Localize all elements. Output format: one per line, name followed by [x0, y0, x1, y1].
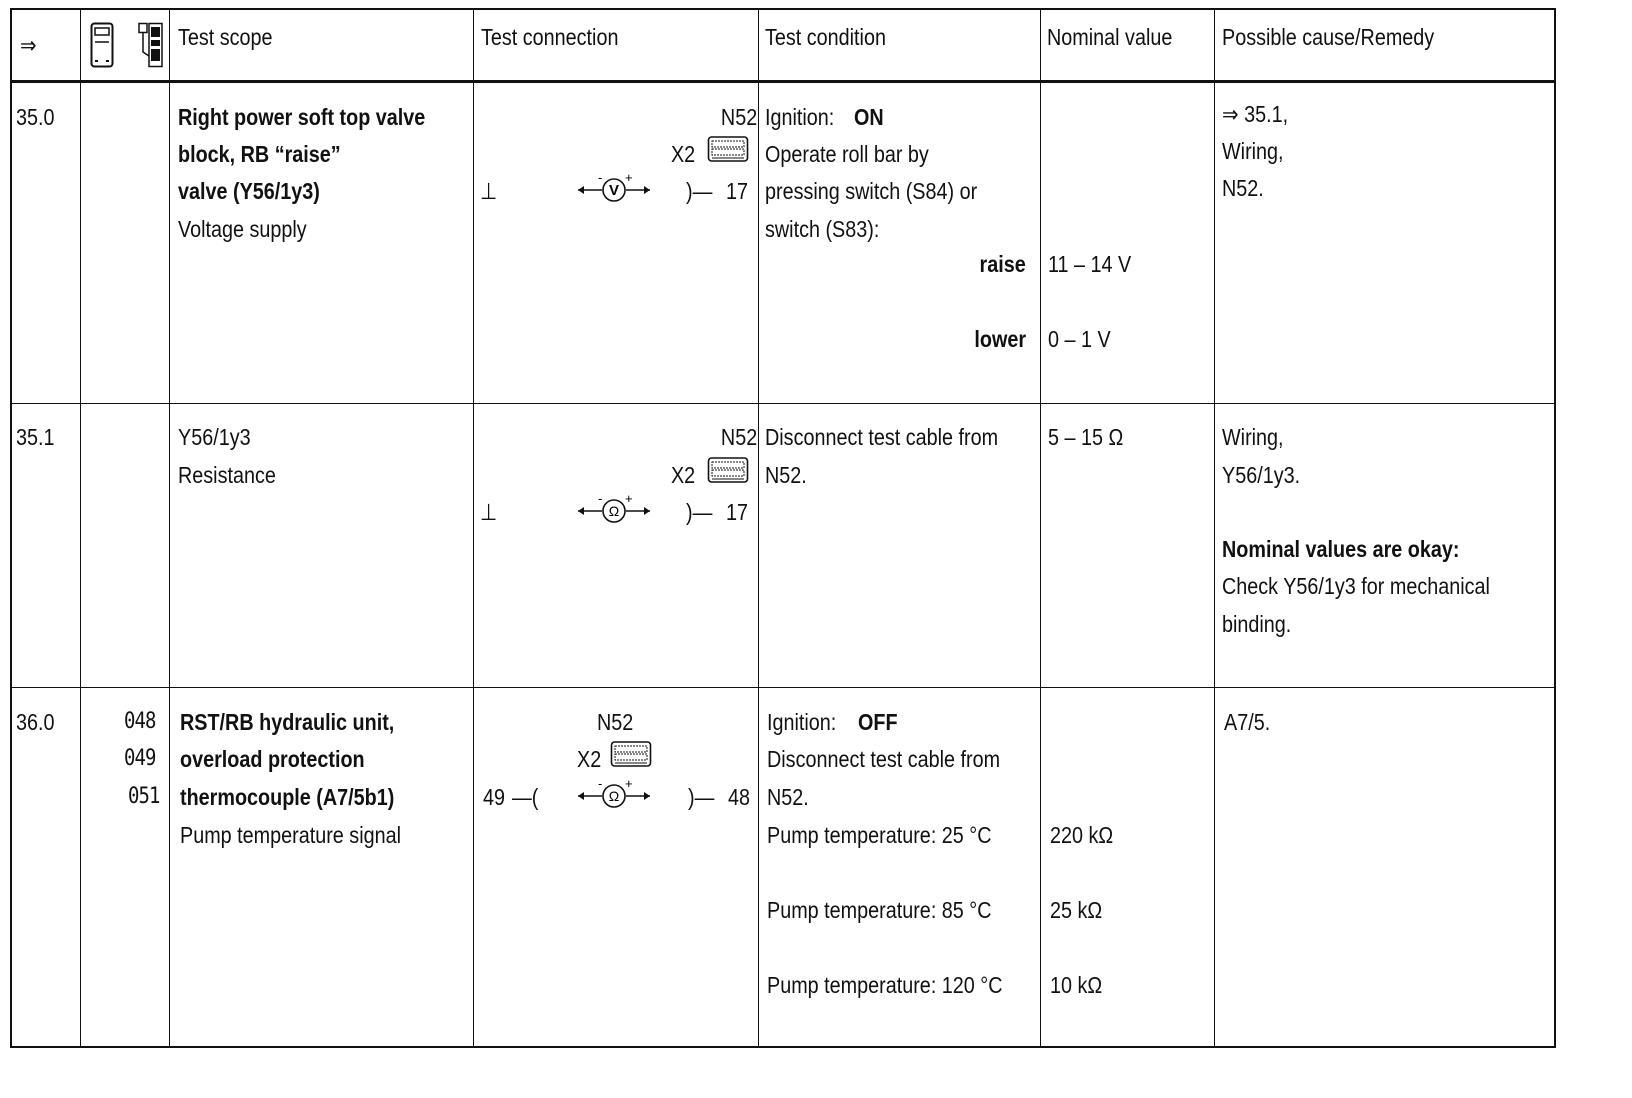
nominal-value: 220 kΩ: [1050, 822, 1114, 848]
connector-label: X2: [670, 462, 695, 488]
svg-text:+: +: [625, 170, 633, 185]
header-divider: [12, 80, 1554, 83]
col-divider: [169, 10, 170, 1046]
svg-text:-: -: [598, 491, 603, 506]
row-divider: [12, 687, 1554, 688]
col-divider: [1214, 10, 1215, 1046]
meter-letter: Ω: [608, 788, 620, 804]
step-number: 35.0: [16, 104, 55, 130]
remedy-text: Wiring,: [1222, 424, 1284, 450]
col-divider: [80, 10, 81, 1046]
scope-title: valve (Y56/1y3): [178, 178, 320, 204]
ignition-label: Ignition:: [765, 104, 835, 130]
connector-icon: [707, 456, 749, 484]
pin-number: 49: [483, 784, 506, 810]
pin-symbol: )—: [688, 784, 715, 810]
condition-text: N52.: [767, 784, 809, 810]
nominal-value: 25 kΩ: [1050, 897, 1103, 923]
remedy-text: N52.: [1222, 175, 1264, 201]
pin-number: 48: [728, 784, 751, 810]
scope-title: overload protection: [180, 746, 365, 772]
scope-title: Right power soft top valve: [178, 104, 426, 130]
scope-description: Resistance: [178, 462, 276, 488]
scope-description: Pump temperature signal: [180, 822, 401, 848]
row-divider: [12, 403, 1554, 404]
col-divider: [473, 10, 474, 1046]
condition-raise: raise: [979, 251, 1026, 277]
scope-description: Voltage supply: [178, 216, 307, 242]
header-arrow: ⇒: [20, 32, 37, 58]
ground-symbol: ⊥: [480, 178, 498, 204]
diagnostic-table: [10, 8, 1556, 1048]
meter-letter: V: [608, 182, 620, 199]
ignition-label: Ignition:: [767, 709, 837, 735]
ground-symbol: ⊥: [480, 499, 498, 525]
remedy-text: Y56/1y3.: [1222, 462, 1301, 488]
connector-label: X2: [577, 746, 602, 772]
nominal-value: 0 – 1 V: [1048, 326, 1111, 352]
remedy-text: A7/5.: [1224, 709, 1271, 735]
fault-code: 051: [128, 784, 160, 809]
svg-text:-: -: [598, 170, 603, 185]
unit-label: N52: [597, 709, 634, 735]
step-number: 35.1: [16, 424, 55, 450]
remedy-text: binding.: [1222, 611, 1292, 637]
step-number: 36.0: [16, 709, 55, 735]
pin-symbol: )—: [686, 499, 713, 525]
pin-number: 17: [726, 499, 749, 525]
condition-text: pressing switch (S84) or: [765, 178, 978, 204]
connector-icon: [707, 135, 749, 163]
condition-temperature: Pump temperature: 25 °C: [767, 822, 992, 848]
ohmmeter-symbol: [574, 491, 654, 531]
pin-symbol: —(: [512, 784, 539, 810]
condition-temperature: Pump temperature: 85 °C: [767, 897, 992, 923]
condition-text: Disconnect test cable from: [765, 424, 999, 450]
scope-title: Y56/1y3: [178, 424, 251, 450]
nominal-value: 10 kΩ: [1050, 972, 1103, 998]
col-divider: [758, 10, 759, 1046]
remedy-text: Wiring,: [1222, 138, 1284, 164]
nominal-value: 11 – 14 V: [1048, 251, 1132, 277]
ignition-value: ON: [854, 104, 884, 130]
ignition-value: OFF: [858, 709, 898, 735]
condition-text: N52.: [765, 462, 807, 488]
control-unit-icon: [90, 22, 114, 68]
condition-text: Operate roll bar by: [765, 141, 929, 167]
unit-label: N52: [720, 104, 757, 130]
fault-code: 049: [124, 746, 156, 771]
fault-code: 048: [124, 709, 156, 734]
scope-title: block, RB “raise”: [178, 141, 341, 167]
meter-letter: Ω: [608, 503, 620, 519]
ohmmeter-symbol: [574, 776, 654, 816]
scope-title: thermocouple (A7/5b1): [180, 784, 395, 810]
condition-text: switch (S83):: [765, 216, 880, 242]
svg-text:+: +: [625, 776, 633, 791]
unit-label: N52: [720, 424, 757, 450]
connector-label: X2: [670, 141, 695, 167]
svg-text:-: -: [598, 776, 603, 791]
pin-symbol: )—: [686, 178, 713, 204]
remedy-text: Check Y56/1y3 for mechanical: [1222, 573, 1490, 599]
remedy-heading: Nominal values are okay:: [1222, 536, 1460, 562]
scope-title: RST/RB hydraulic unit,: [180, 709, 395, 735]
pin-number: 17: [726, 178, 749, 204]
connector-icon: [610, 740, 652, 768]
header-nominal-value: Nominal value: [1047, 24, 1173, 50]
remedy-text: ⇒ 35.1,: [1222, 101, 1289, 127]
header-test-condition: Test condition: [765, 24, 886, 50]
header-possible-cause: Possible cause/Remedy: [1222, 24, 1435, 50]
condition-text: Disconnect test cable from: [767, 746, 1001, 772]
tester-icon: [136, 22, 164, 68]
col-divider: [1040, 10, 1041, 1046]
voltmeter-symbol: [574, 170, 654, 210]
header-test-scope: Test scope: [178, 24, 273, 50]
condition-lower: lower: [974, 326, 1026, 352]
header-test-connection: Test connection: [481, 24, 619, 50]
svg-text:+: +: [625, 491, 633, 506]
nominal-value: 5 – 15 Ω: [1048, 424, 1124, 450]
condition-temperature: Pump temperature: 120 °C: [767, 972, 1003, 998]
